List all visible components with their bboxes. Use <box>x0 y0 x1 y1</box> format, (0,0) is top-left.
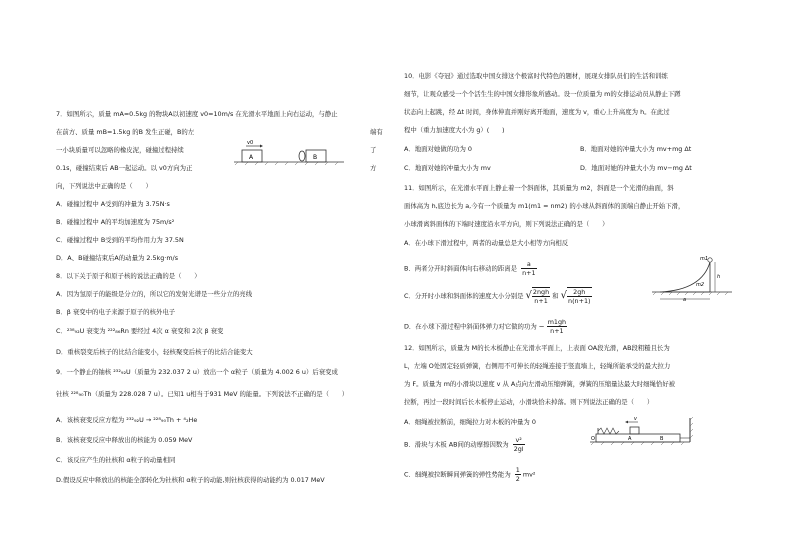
q7-line4b: 方 <box>370 164 377 172</box>
q9-line1: 9．一个静止的铀核 ²³²₉₂U（质量为 232.037 2 u）放出一个 α粒子（质量为 4.002 6 u）后衰变成 <box>56 368 338 376</box>
q11-option-b-fraction <box>521 260 536 277</box>
q12-line3: 为 F。质量为 m的小滑块以速度 v 从 A点向左滑动压缩弹簧，弹簧的压缩量达最大时细绳恰好被 <box>404 380 676 388</box>
h-label: h <box>717 274 721 280</box>
q11-option-b-text: B．两者分开时斜面体向右移动的距离是 <box>404 264 518 273</box>
fraction-numerator: 2gh <box>567 288 592 297</box>
q9-option-b: B．该核衰变反应中释放出的核能为 0.059 MeV <box>56 436 193 444</box>
q12-option-a: A．细绳被拉断前，细绳拉力对木板的冲量为 0 <box>404 418 536 426</box>
q12-plank-figure <box>590 412 698 448</box>
v-label: v <box>634 416 637 422</box>
q10-line1: 10．电影《夺冠》通过选取中国女排这个极富时代特色的题材，展现女排队员们的生活和训练 <box>404 72 668 80</box>
block-b-label: B <box>313 154 318 161</box>
q9-option-a: A．该核衰变反应方程为 ²³²₉₂U → ²²⁸₉₀Th + ⁴₂He <box>56 416 198 424</box>
q12-option-b-fraction <box>513 436 525 453</box>
q10-option-d: D．地面对她的冲量大小为 mv−mg Δt <box>580 164 692 172</box>
slider-block <box>630 427 639 434</box>
q11-option-c-text: C．分开时小球和斜面体的速度大小分别是 <box>404 292 524 300</box>
q7-line1: 7．如图所示，质量 mA=0.5kg 的物块A以初速度 v0=10m/s 在光滑水平地面上向右运动，与静止 <box>56 110 338 118</box>
q11-option-d: D．在小球下滑过程中斜面体弹力对它做的功为 − $\frac{m1gh}{n+1}$ <box>404 318 567 335</box>
q8-option-a: A．因为氢原子的能级是分立的，所以它的发射光谱是一些分立的亮线 <box>56 290 253 298</box>
q11-line1: 11．如图所示，在光滑水平面上静止着一个斜面体，其质量为 m2，斜面是一个光滑的曲面，斜 <box>404 184 674 192</box>
a-label: a <box>683 297 687 302</box>
v0-label: v0 <box>247 140 254 146</box>
q12-line4: 拉断，再过一段时间后长木板停止运动，小滑块恰未掉落。则下列说法正确的是（ ） <box>404 398 654 406</box>
q9-line2: 钍核 ²²⁸₉₀Th（质量为 228.028 7 u）。已知1 u相当于931 MeV 的能量。下列说法不正确的是（ ） <box>56 390 349 398</box>
fraction-numerator: 2ngh <box>532 288 550 296</box>
q12-option-b-text: B．滑块与木板 AB间的动摩擦因数为 <box>404 440 509 449</box>
long-plank <box>596 434 680 442</box>
q12-option-c-tail: mv² <box>522 470 536 479</box>
fraction-numerator: v² <box>513 436 525 445</box>
spring <box>598 428 619 434</box>
fraction-numerator: 1 <box>515 466 520 474</box>
q7-option-d: D．A、B碰撞结束后A的动量为 2.5kg·m/s <box>56 254 179 262</box>
putty <box>299 151 305 161</box>
q7-option-b: B．碰撞过程中 A的平均加速度为 75m/s² <box>56 218 175 226</box>
q7-line2a: 在前方、质量 mB=1.5kg 的B 发生正碰，B的左 <box>56 128 195 136</box>
sqrt-expression-2: √ $\frac{2gh}{n(n+1)}$ <box>560 288 591 305</box>
q8-option-c: C．²³⁸₉₂U 衰变为 ²²²₈₆Rn 要经过 4次 α 衰变和 2次 β 衰变 <box>56 327 224 335</box>
A-label: A <box>628 436 632 442</box>
q11-option-d-text: D．在小球下滑过程中斜面体弹力对它做的功为 <box>404 322 537 331</box>
q7-option-c: C．碰撞过程中 B受到的平均作用力为 37.5N <box>56 236 184 244</box>
q12-option-c-fraction <box>515 466 521 483</box>
q11-incline-figure <box>652 254 732 302</box>
O-label: O <box>591 436 595 442</box>
B-label: B <box>660 436 664 442</box>
q7-line3b: 了 <box>370 146 377 154</box>
fraction-numerator: m1gh <box>547 318 567 326</box>
fraction-denominator: 2gl <box>513 445 524 453</box>
q10-option-b: B．地面对她的冲量大小为 mv+mg Δt <box>580 145 692 153</box>
m2-label: m2 <box>696 282 705 288</box>
fraction-denominator: n(n+1) <box>568 297 591 305</box>
q7-option-a: A．碰撞过程中 A受到的冲量为 3.75N·s <box>56 200 170 208</box>
q12-option-b <box>404 436 525 453</box>
q8-option-b: B．β 衰变中的电子来源于原子的核外电子 <box>56 308 176 316</box>
q12-option-c-text: C．细绳被拉断瞬间弹簧的弹性势能为 <box>404 470 511 479</box>
q9-option-c: C．该反应产生的钍核和 α粒子的动量相同 <box>56 456 176 464</box>
sqrt-expression-1: √ 2ngh n+1 <box>525 288 550 305</box>
q12-option-c <box>404 466 535 483</box>
q11-option-b <box>404 260 537 277</box>
q7-collision-figure <box>234 138 346 166</box>
q11-option-a: A．在小球下滑过程中，两者的动量总是大小相等方向相反 <box>404 239 569 247</box>
q10-line4: 程中（重力加速度大小为 g）( ) <box>404 126 505 134</box>
fraction-numerator: a <box>521 260 536 269</box>
q11-option-c-and: 和 <box>552 292 559 300</box>
q7-line2b: 端有 <box>370 128 383 136</box>
fraction-denominator: n+1 <box>522 269 536 277</box>
q8-option-d: D．重核裂变后核子的比结合能变小，轻核聚变后核子的比结合能变大 <box>56 348 253 356</box>
m1-label: m1 <box>700 256 709 262</box>
q10-option-a: A．地面对她做的功为 0 <box>404 145 472 153</box>
q11-line3: 小球滑离斜面体的下端时速度沿水平方向，则下列说法正确的是（ ） <box>404 220 609 228</box>
q8-stem: 8．以下关于原子和原子核的说法正确的是（ ） <box>56 272 201 280</box>
q10-option-c: C．地面对她的冲量大小为 mv <box>404 164 491 172</box>
q7-line4a: 0.1s，碰撞结束后 AB一起运动。以 v0方向为正 <box>56 164 193 172</box>
ball <box>708 258 712 262</box>
fraction-denominator: n+1 <box>550 327 564 335</box>
q12-line1: 12．如图所示，质量为 M的长木板静止在光滑水平面上，上表面 OA段光滑，AB段粗糙且长为 <box>404 344 670 352</box>
q11-option-d-fraction <box>547 318 567 335</box>
q11-option-c <box>404 287 592 305</box>
fraction-denominator: n+1 <box>534 297 548 305</box>
q9-option-d: D.假设反应中释放出的核能全部转化为钍核和 α粒子的动能,则钍核获得的动能约为 0.017 MeV <box>56 476 325 484</box>
q10-line3: 状态向上起跳，经 Δt 时间，身体伸直并刚好离开地面，速度为 v，重心上升高度为 h。在此过 <box>404 108 670 116</box>
q7-line5: 向，下列说法中正确的是（ ） <box>56 182 152 190</box>
fraction-denominator: 2 <box>515 475 520 483</box>
block-a-label: A <box>249 154 254 161</box>
q11-line2: 面体高为 h,底边长为 a,今有一个质量为 m1(m1 = nm2) 的小球从斜面体的顶端自静止开始下滑， <box>404 202 685 210</box>
q12-line2: L，左端 O处固定轻质弹簧，右侧用不可伸长的轻绳连接于竖直墙上，轻绳所能承受的最大拉力 <box>404 362 671 370</box>
q7-line3a: 一小块质量可以忽略的橡皮泥，碰撞过程持续 <box>56 146 184 154</box>
q10-line2: 细节，让观众感受一个个活生生的中国女排形象所感动。设一位质量为 m的女排运动员从静止下蹲 <box>404 90 681 98</box>
